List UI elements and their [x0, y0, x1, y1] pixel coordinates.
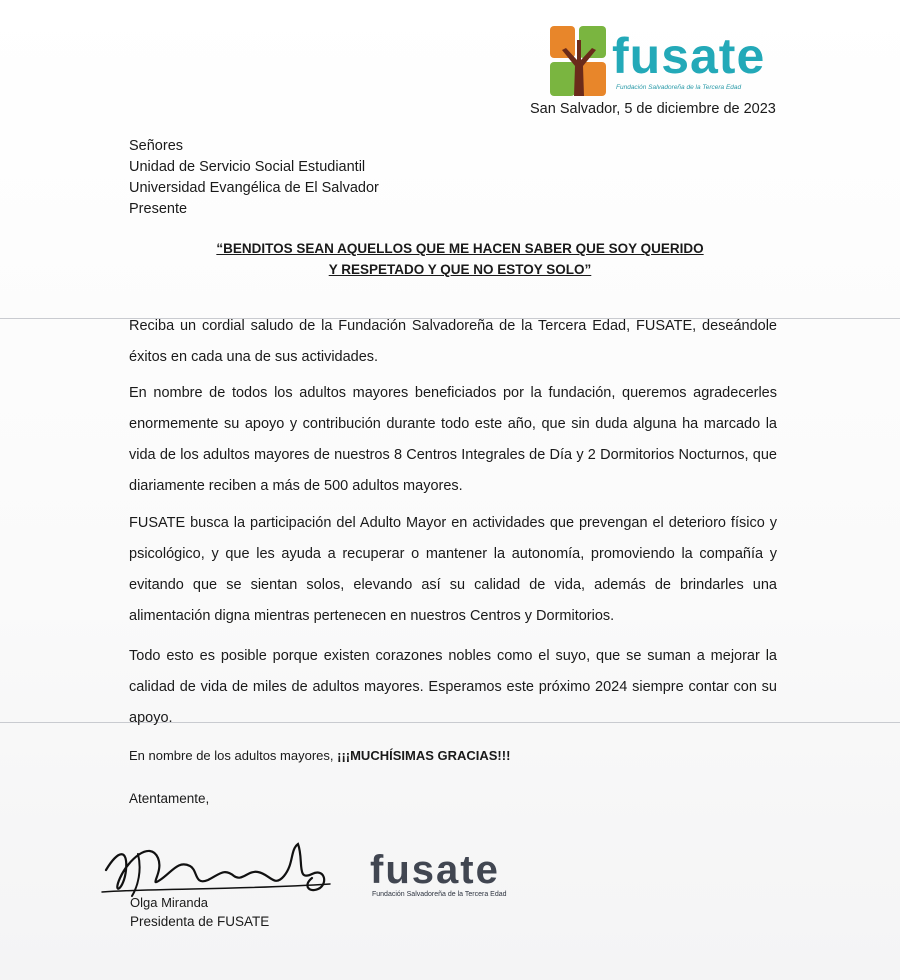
- body-paragraph: Reciba un cordial saludo de la Fundación Salvadoreña de la Tercera Edad, FUSATE, deseándole éxitos en cada una de sus actividades.: [129, 318, 777, 365]
- logo-wordmark: fusate: [612, 28, 766, 84]
- closing-text: En nombre de los adultos mayores,: [129, 748, 338, 763]
- stamp-tagline: Fundación Salvadoreña de la Tercera Edad: [372, 891, 507, 898]
- closing-line: [129, 748, 510, 763]
- body-paragraph: Todo esto es posible porque existen corazones nobles como el suyo, que se suman a mejorar la calidad de vida de miles de adultos mayores. Esperamos este próximo 2024 siempre contar con su apoyo.: [129, 648, 777, 726]
- addressee-line: Presente: [129, 201, 188, 217]
- addressee-line: Señores: [129, 138, 184, 154]
- body-paragraph: En nombre de todos los adultos mayores beneficiados por la fundación, queremos agradecerles enormemente su apoyo y contribución durante todo este año, que sin duda alguna ha marcado la vida de los adultos mayores de nuestros 8 Centros Integrales de Día y 2 Dormitorios Nocturnos, que diariamente reciben a más de 500 adultos mayores.: [129, 385, 777, 494]
- addressee-line: Universidad Evangélica de El Salvador: [129, 180, 379, 196]
- body-paragraph: FUSATE busca la participación del Adulto Mayor en actividades que prevengan el deterioro físico y psicológico, y que les ayuda a recuperar o mantener la autonomía, promoviendo la compañía y evitando que se sientan solos, elevando así su calidad de vida, además de brindarles una alimentación digna mientras pertenecen en nuestros Centros y Dormitorios.: [129, 515, 777, 624]
- tree-logo-icon: [550, 26, 606, 96]
- addressee-line: Unidad de Servicio Social Estudiantil: [129, 159, 366, 175]
- fusate-stamp: [370, 850, 530, 900]
- addressee-block: [129, 136, 379, 220]
- title-line: Y RESPETADO Y QUE NO ESTOY SOLO”: [328, 262, 592, 277]
- letter-date: San Salvador, 5 de diciembre de 2023: [530, 101, 776, 117]
- fusate-logo: [550, 26, 780, 98]
- title-line: “BENDITOS SEAN AQUELLOS QUE ME HACEN SABER QUE SOY QUERIDO: [216, 241, 704, 256]
- signatory-role: Presidenta de FUSATE: [130, 914, 270, 929]
- letter-title: [150, 238, 770, 280]
- closing-emphasis: ¡¡¡MUCHÍSIMAS GRACIAS!!!: [337, 748, 511, 763]
- stamp-wordmark: fusate: [370, 848, 500, 892]
- logo-tagline: Fundación Salvadoreña de la Tercera Edad: [616, 84, 742, 91]
- regards-text: Atentamente,: [129, 791, 210, 806]
- signatory-name: Olga Miranda: [130, 895, 209, 910]
